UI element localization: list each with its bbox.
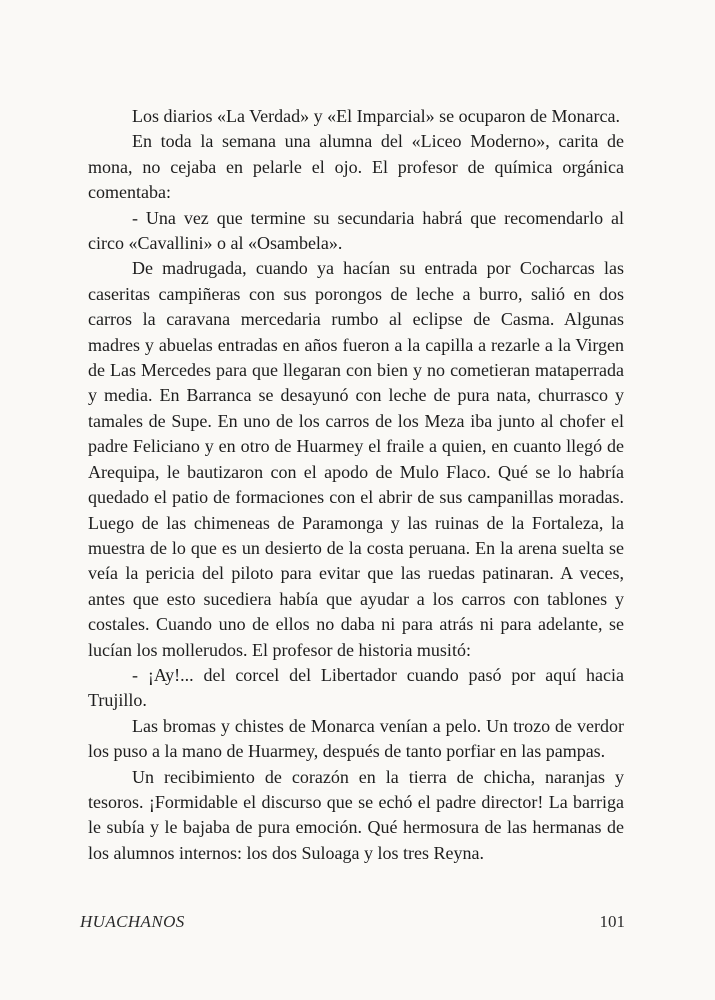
page-number: 101 bbox=[599, 912, 625, 931]
paragraph-4: De madrugada, cuando ya hacían su entrada por Cocharcas las caseritas campiñeras con sus porongos de leche a burro, salió en dos carros la caravana mercedaria rumbo al eclipse de Casma. Algunas madres y abuelas entradas en años fueron a la capilla a rezarle a la Virgen de Las Mercedes para que llegaran con bien y no cometieran mataperrada y media. En Barranca se desayunó con leche de pura nata, churrasco y tamales de Supe. En uno de los carros de los Meza iba junto al chofer el padre Feliciano y en otro de Huarmey el fraile a quien, en cuanto llegó de Arequipa, le bautizaron con el apodo de Mulo Flaco. Qué se lo habría quedado el patio de formaciones con el abrir de sus campanillas moradas. Luego de las chimeneas de Paramonga y las ruinas de la Fortaleza, la muestra de lo que es un desierto de la costa peruana. En la arena suelta se veía la pericia del piloto para evitar que las ruedas patinaran. A veces, antes que esto sucediera había que ayudar a los carros con tablones y costales. Cuando uno de ellos no daba ni para atrás ni para adelante, se lucían los mollerudos. El profesor de historia musitó: bbox=[88, 258, 624, 660]
page-footer bbox=[80, 912, 625, 932]
paragraph-3-dialogue: - Una vez que termine su secundaria habrá que recomendarlo al circo «Cavallini» o al «Osambela». bbox=[88, 207, 624, 254]
page-body bbox=[88, 104, 624, 866]
paragraph-1: Los diarios «La Verdad» y «El Imparcial» se ocuparon de Monarca. bbox=[132, 106, 621, 126]
paragraph-6: Las bromas y chistes de Monarca venían a pelo. Un trozo de verdor los puso a la mano de Huarmey, después de tanto porfiar en las pampas. bbox=[88, 715, 624, 762]
paragraph-2: En toda la semana una alumna del «Liceo Moderno», carita de mona, no cejaba en pelarle el ojo. El profesor de química orgánica comentaba: bbox=[88, 131, 624, 203]
running-title: HUACHANOS bbox=[80, 912, 185, 931]
paragraph-5-dialogue: - ¡Ay!... del corcel del Libertador cuando pasó por aquí hacia Trujillo. bbox=[88, 664, 624, 711]
paragraph-7: Un recibimiento de corazón en la tierra de chicha, naranjas y tesoros. ¡Formidable el discurso que se echó el padre director! La barriga le subía y le bajaba de pura emoción. Qué hermosura de las hermanas de los alumnos internos: los dos Suloaga y los tres Reyna. bbox=[88, 766, 624, 863]
